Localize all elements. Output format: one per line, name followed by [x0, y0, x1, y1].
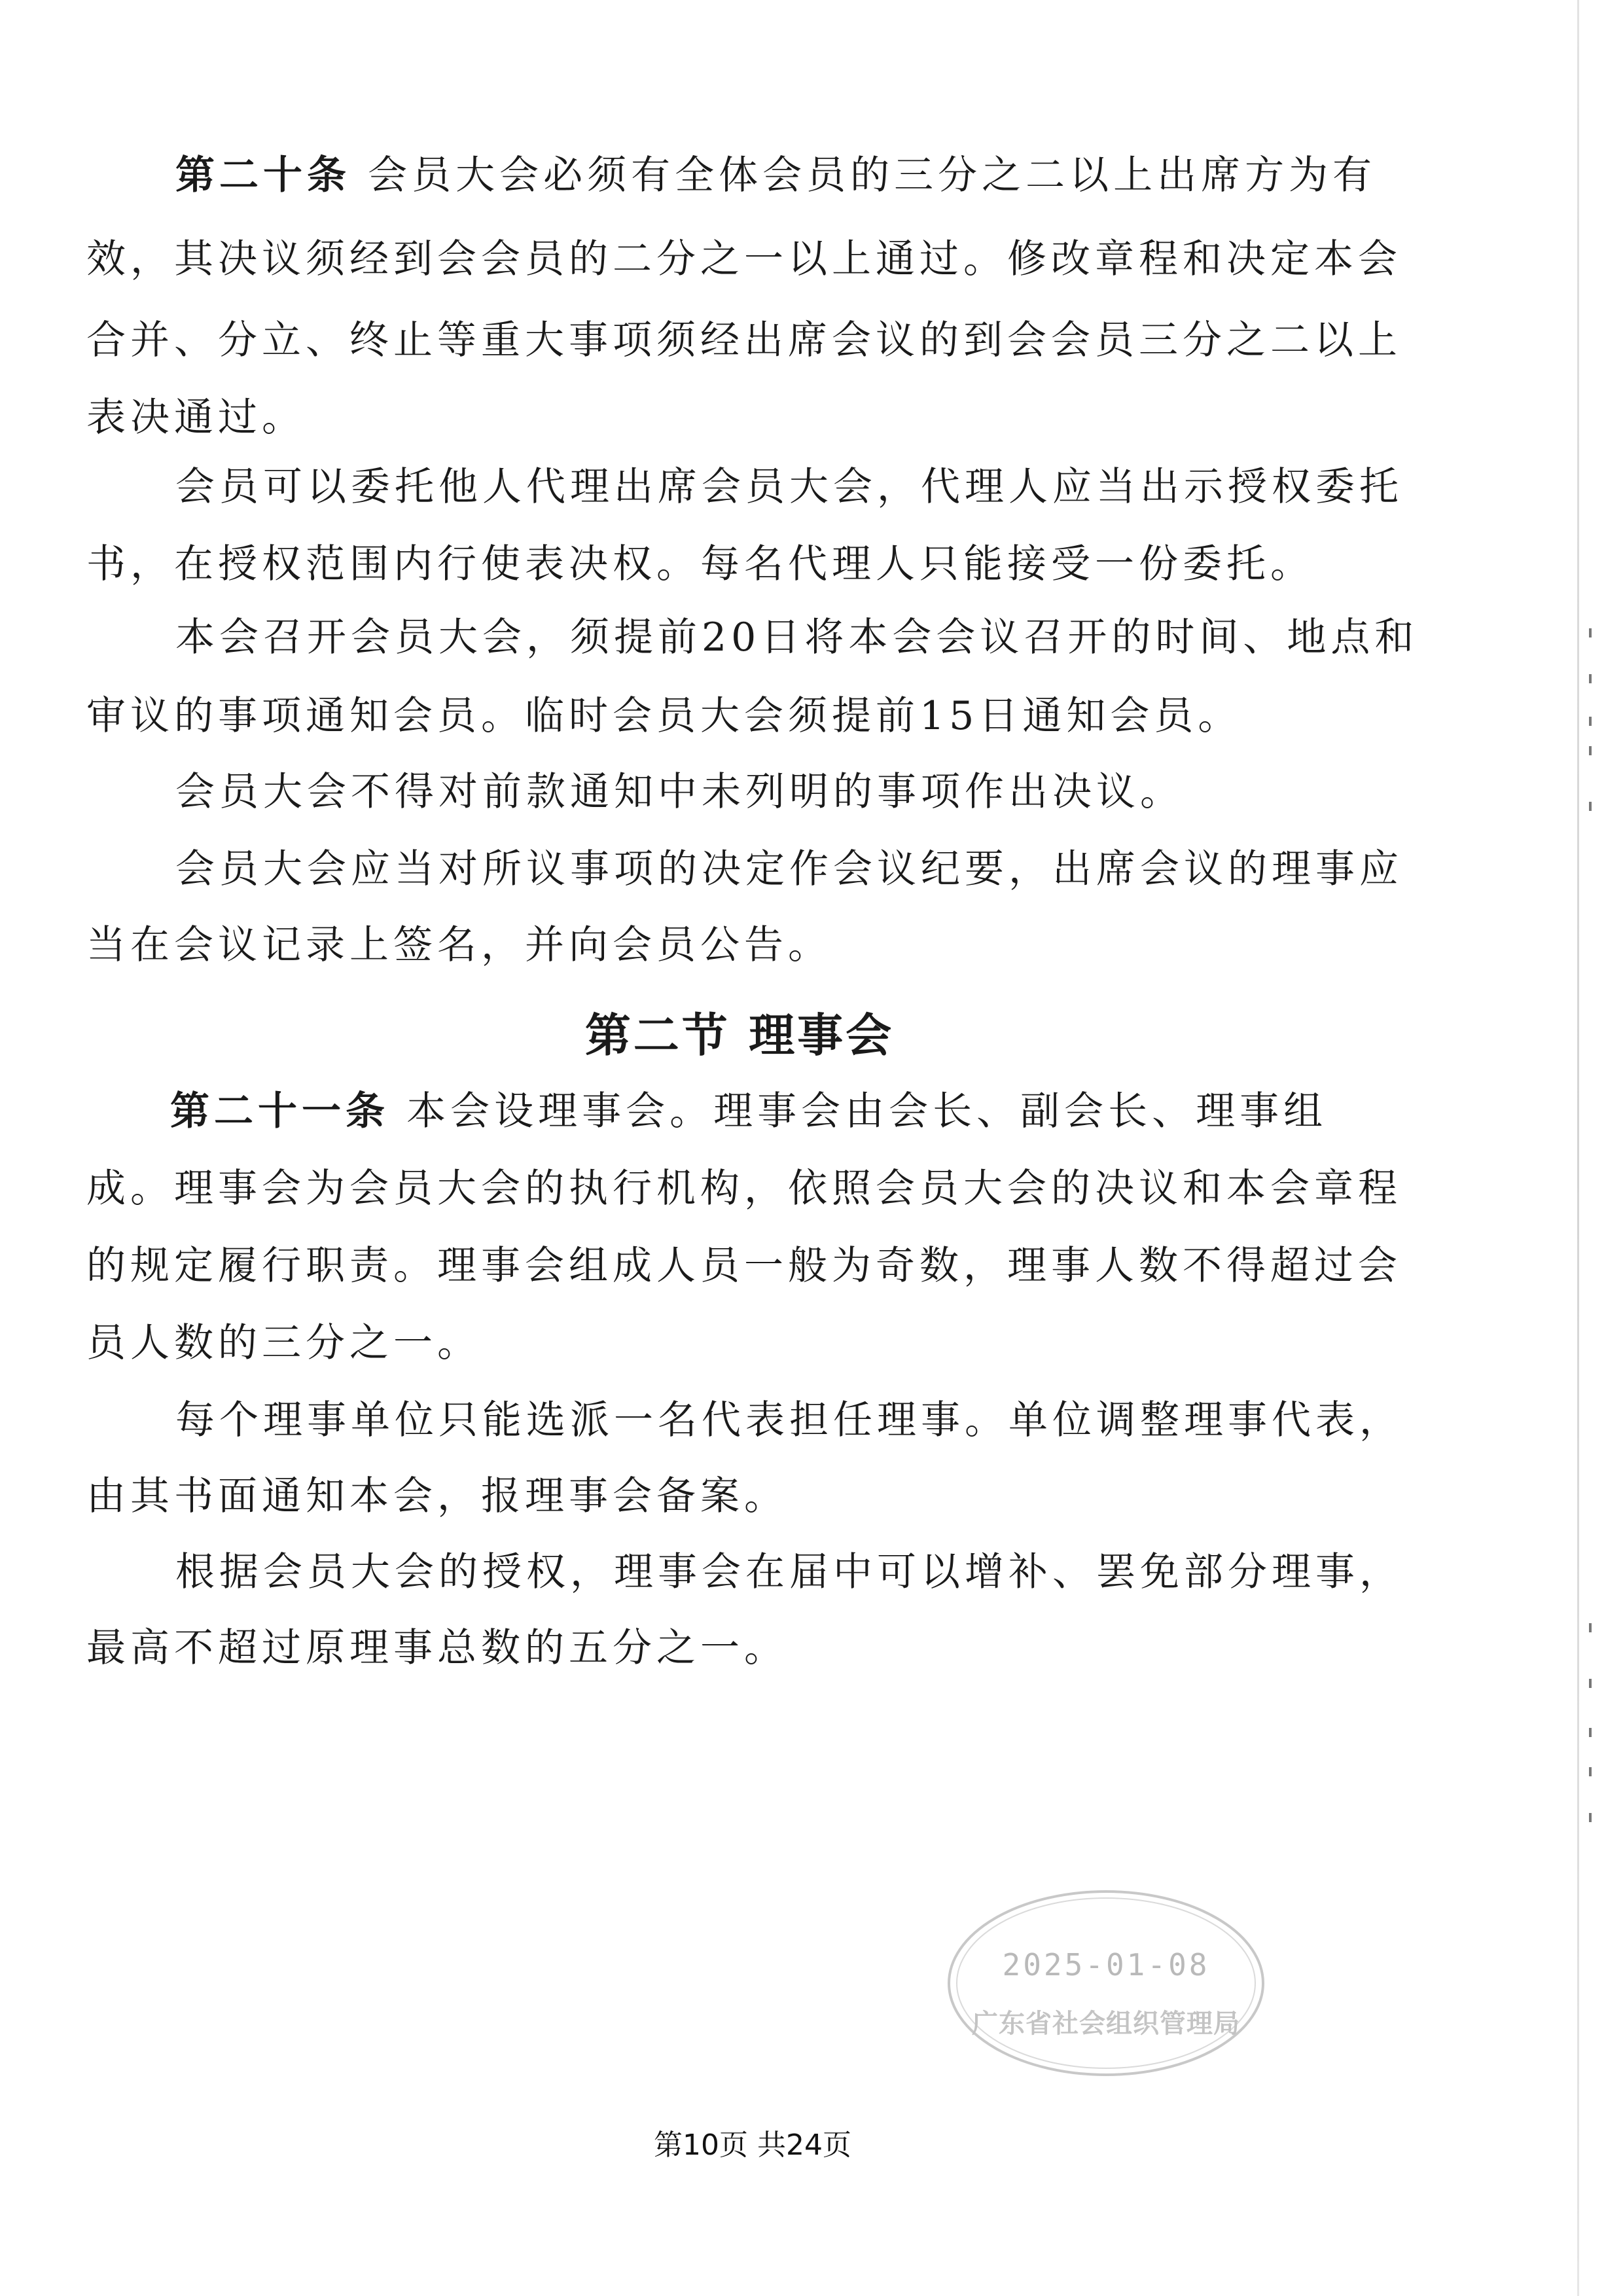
paragraph-director-unit-line-2: 由其书面通知本会，报理事会备案。	[86, 1473, 788, 1519]
paragraph-by-election-line-2: 最高不超过原理事总数的五分之一。	[86, 1625, 788, 1671]
registration-stamp	[942, 1885, 1270, 2081]
scan-speck	[1589, 802, 1592, 811]
article-20-line-1	[175, 152, 1432, 199]
article-21-line-2: 成。理事会为会员大会的执行机构，依照会员大会的决议和本会章程	[86, 1166, 1402, 1211]
scan-speck	[1589, 1813, 1592, 1822]
scan-speck	[1589, 717, 1592, 726]
paragraph-director-unit-line-1: 每个理事单位只能选派一名代表担任理事。单位调整理事代表，	[175, 1397, 1403, 1443]
paragraph-proxy-line-2: 书，在授权范围内行使表决权。每名代理人只能接受一份委托。	[86, 541, 1314, 587]
article-20-line-3: 合并、分立、终止等重大事项须经出席会议的到会会员三分之二以上	[86, 317, 1402, 363]
stamp-date: 2025-01-08	[1002, 1947, 1210, 1982]
paragraph-minutes-line-1: 会员大会应当对所议事项的决定作会议纪要，出席会议的理事应	[175, 846, 1403, 892]
scan-speck	[1589, 1767, 1592, 1776]
article-21-line-1	[170, 1088, 1427, 1135]
article-21-line-3: 的规定履行职责。理事会组成人员一般为奇数，理事人数不得超过会	[86, 1243, 1402, 1289]
scan-edge-line	[1577, 0, 1579, 2296]
paragraph-by-election-line-1: 根据会员大会的授权，理事会在届中可以增补、罢免部分理事，	[175, 1549, 1403, 1595]
stamp-organization: 广东省社会组织管理局	[972, 2009, 1240, 2039]
article-20-line-4: 表决通过。	[86, 395, 306, 440]
article-20-label: 第二十条	[175, 152, 351, 198]
article-21-line-4: 员人数的三分之一。	[86, 1320, 481, 1366]
article-20-text-1: 会员大会必须有全体会员的三分之二以上出席方为有	[351, 152, 1377, 198]
scan-speck	[1589, 628, 1592, 637]
scan-speck	[1589, 674, 1592, 683]
paragraph-notice-line-2: 审议的事项通知会员。临时会员大会须提前15日通知会员。	[86, 693, 1242, 739]
paragraph-no-resolution: 会员大会不得对前款通知中未列明的事项作出决议。	[175, 769, 1184, 815]
scan-speck	[1589, 1679, 1592, 1688]
paragraph-notice-line-1: 本会召开会员大会，须提前20日将本会会议召开的时间、地点和	[175, 615, 1419, 660]
scan-speck	[1589, 1623, 1592, 1632]
article-21-label: 第二十一条	[170, 1088, 389, 1134]
section-heading: 第二节 理事会	[584, 1008, 895, 1062]
scan-speck	[1589, 1728, 1592, 1737]
paragraph-minutes-line-2: 当在会议记录上签名，并向会员公告。	[86, 922, 832, 968]
page-number: 第10页 共24页	[654, 2128, 851, 2162]
paragraph-proxy-line-1: 会员可以委托他人代理出席会员大会，代理人应当出示授权委托	[175, 464, 1403, 510]
article-21-text-1: 本会设理事会。理事会由会长、副会长、理事组	[389, 1088, 1328, 1134]
scan-speck	[1589, 746, 1592, 755]
article-20-line-2: 效，其决议须经到会会员的二分之一以上通过。修改章程和决定本会	[86, 236, 1402, 282]
stamp-outline	[942, 1885, 1270, 2081]
